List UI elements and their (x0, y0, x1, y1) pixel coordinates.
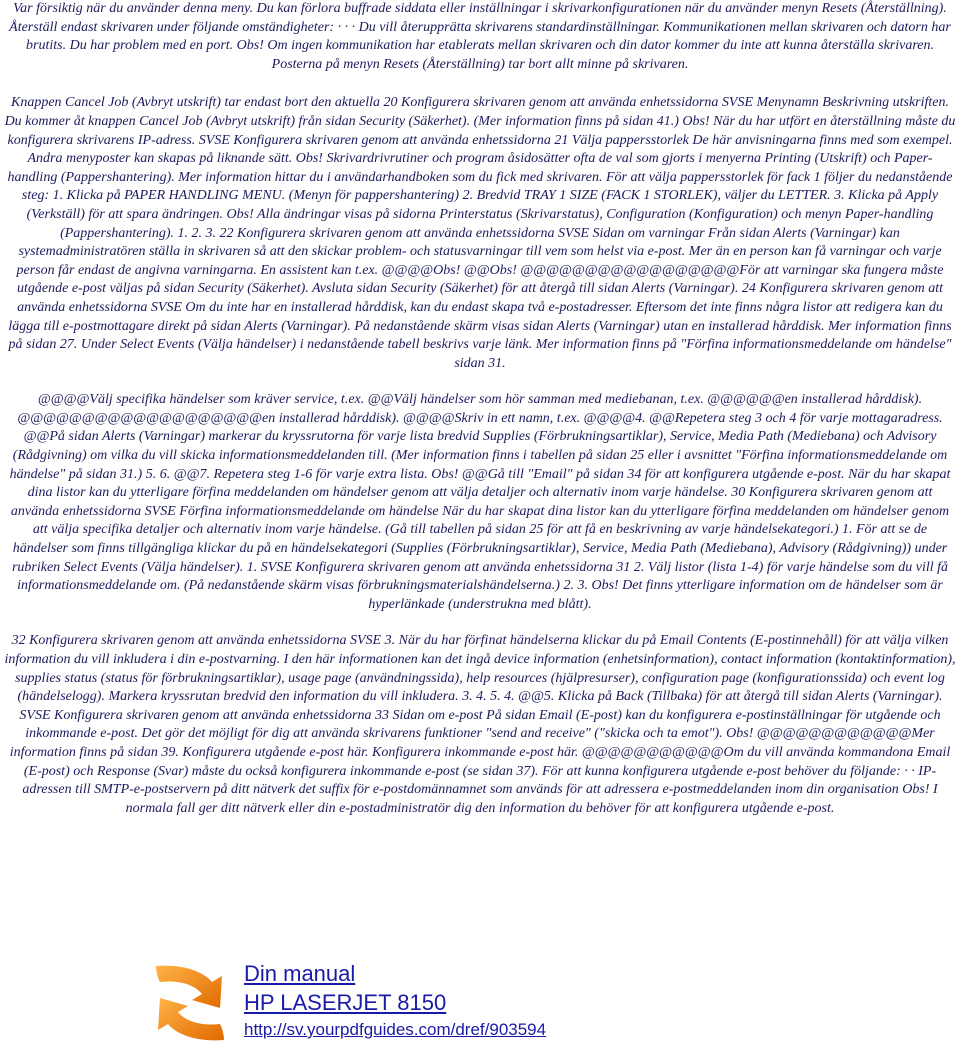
paragraph-gap (4, 373, 956, 391)
paragraph-resets-intro: Var försiktig när du använder denna meny. Du kan förlora buffrade siddata eller inställningar i skrivarkonfigurationen när du använder menyn Resets (Återställning). Återställ endast skrivaren under följande omständigheter: · · · Du vill återupprätta skrivarens standardinställningar. Kommunikationen mellan skrivaren och datorn har brutits. Du har problem med en port. Obs! Om ingen kommunikation har etablerats mellan skrivaren och din dator kommer du inte att kunna återställa skrivaren. Posterna på menyn Resets (Återställning) tar bort allt minne på skrivaren. (9, 1, 951, 72)
paragraph-cancel-job: Knappen Cancel Job (Avbryt utskrift) tar endast bort den aktuella 20 Konfigurera skrivaren genom att använda enhetssidorna SVSE Menynamn Beskrivning utskriften. Du kommer åt knappen Cancel Job (Avbryt utskrift) från sidan Security (Säkerhet). (Mer information finns på sidan 41.) Obs! När du har utfört en återställning måste du konfigurera skrivarens IP-adress. SVSE Konfigurera skrivaren genom att använda enhetssidorna 21 Välja pappersstorlek De här anvisningarna finns med som exempel. Andra menyposter kan skapas på liknande sätt. Obs! Skrivardrivrutiner och program åsidosätter ofta de val som gjorts i menyerna Printing (Utskrift) och Paper-handling (Pappershantering). Mer information hittar du i användarhandboken som du fick med skrivaren. För att välja pappersstorlek för fack 1 följer du nedanstående steg: 1. Klicka på PAPER HANDLING MENU. (Menyn för pappershantering) 2. Bredvid TRAY 1 SIZE (FACK 1 STORLEK), väljer du LETTER. 3. Klicka på Apply (Verkställ) för att spara ändringen. Obs! Alla ändringar visas på sidorna Printerstatus (Skrivarstatus), Configuration (Konfiguration) och menyn Paper-handling (Pappershantering). 1. 2. 3. 22 Konfigurera skrivaren genom att använda enhetssidorna SVSE Sidan om varningar Från sidan Alerts (Varningar) kan systemadministratören ställa in skrivaren så att den skickar problem- och statusvarningar till vem som helst via e-post. Mer än en person kan få varningar och varje person får endast de angivna varningarna. En assistent kan t.ex. @@@@Obs! @@Obs! @@@@@@@@@@@@@@@@@För att varningar ska fungera måste utgående e-post väljas på sidan Security (Säkerhet). Avsluta sidan Security (Säkerhet) för att återgå till sidan Alerts (Varningar). 24 Konfigurera skrivaren genom att använda enhetssidorna SVSE Om du inte har en installerad hårddisk, kan du endast skapa två e-postadresser. Eftersom det inte finns några listor att redigera kan du lägga till e-postmottagare direkt på sidan Alerts (Varningar). På nedanstående skärm visas sidan Alerts (Varningar) utan en installerad hårddisk. Mer information finns på sidan 27. Under Select Events (Välja händelser) i nedanstående tabell beskrivs varje länk. Mer information finns på "Förfina informationsmeddelande om händelse" sidan 31. (4, 95, 956, 371)
paragraph-alerts-lists: @@@@Välj specifika händelser som kräver service, t.ex. @@Välj händelser som hör samman med mediebanan, t.ex. @@@@@@en installerad hårddisk). @@@@@@@@@@@@@@@@@@@en installerad hårddisk). @@@@Skriv in ett namn, t.ex. @@@@4. @@Repetera steg 3 och 4 för varje mottagaradress. @@På sidan Alerts (Varningar) markerar du kryssrutorna för varje lista bredvid Supplies (Förbrukningsartiklar), Service, Media Path (Mediebana) och Advisory (Rådgivning) om vilka du vill skicka informationsmeddelanden till. (Mer information finns i tabellen på sidan 25 eller i avsnittet "Förfina informationsmeddelande om händelse" på sidan 31.) 5. 6. @@7. Repetera steg 1-6 för varje extra lista. Obs! @@Gå till "Email" på sidan 34 för att konfigurera utgående e-post. När du har skapat dina listor kan du ytterligare förfina meddelanden om händelser genom att välja detaljer och alternativ inom varje händelse. 30 Konfigurera skrivaren genom att använda enhetssidorna SVSE Förfina informationsmeddelande om händelse När du har skapat dina listor kan du ytterligare förfina meddelanden om händelser genom att välja specifika detaljer och alternativ inom varje händelse. (Gå till tabellen på sidan 25 för att få en beskrivning av varje händelsekategori.) 1. För att se de händelser som finns tillgängliga klickar du på en händelsekategori (Supplies (Förbrukningsartiklar), Service, Media Path (Mediebana), Advisory (Rådgivning)) under rubriken Select Events (Välja händelser). 1. SVSE Konfigurera skrivaren genom att använda enhetssidorna 31 2. Välj listor (lista 1-4) för varje händelse som du vill få informationsmeddelande om. (På nedanstående skärm visas förbrukningsmaterialshändelserna.) 2. 3. Obs! Det finns ytterligare information om de händelser som är hyperlänkade (understrukna med blått). (9, 392, 951, 612)
product-link[interactable]: HP LASERJET 8150 (244, 990, 447, 1015)
paragraph-email-contents: 32 Konfigurera skrivaren genom att använda enhetssidorna SVSE 3. När du har förfinat händelserna klickar du på Email Contents (E-postinnehåll) för att välja vilken information du vill inkludera i din e-postvarning. I den här informationen kan det ingå device information (enhetsinformation), contact information (kontaktinformation), supplies status (status för förbrukningsartiklar), usage page (användningssida), help resources (hjälpresurser), configuration page (konfigurationssida) och event log (händelselogg). Markera kryssrutan bredvid den information du vill inkludera. 3. 4. 5. 4. @@5. Klicka på Back (Tillbaka) för att återgå till sidan Alerts (Varningar). SVSE Konfigurera skrivaren genom att använda enhetssidorna 33 Sidan om e-post På sidan Email (E-post) kan du konfigurera e-postinställningar för utgående och inkommande e-post. Det gör det möjligt för dig att använda skrivarens funktioner "send and receive" ("skicka och ta emot"). Obs! @@@@@@@@@@@@Mer information finns på sidan 39. Konfigurera utgående e-post här. Konfigurera inkommande e-post här. @@@@@@@@@@@Om du vill använda kommandona Email (E-post) och Response (Svar) måste du också konfigurera inkommande e-post (se sidan 37). För att kunna konfigurera utgående e-post behöver du följande: · · IP-adressen till SMTP-e-postservern på ditt nätverk det suffix för e-postdomännamnet som används för att adressera e-postmeddelanden inom din organisation Obs! I normala fall ger ditt nätverk eller din e-postadministratör dig den information du behöver för att konfigurera utgående e-post. (4, 633, 956, 816)
manual-link[interactable]: Din manual (244, 961, 356, 986)
footer-links (244, 960, 546, 1042)
paragraph-gap (4, 74, 956, 94)
url-link[interactable]: http://sv.yourpdfguides.com/dref/903594 (244, 1020, 547, 1039)
orange-arrow-icon (150, 958, 230, 1048)
paragraph-gap (4, 614, 956, 632)
document-body (4, 0, 956, 818)
